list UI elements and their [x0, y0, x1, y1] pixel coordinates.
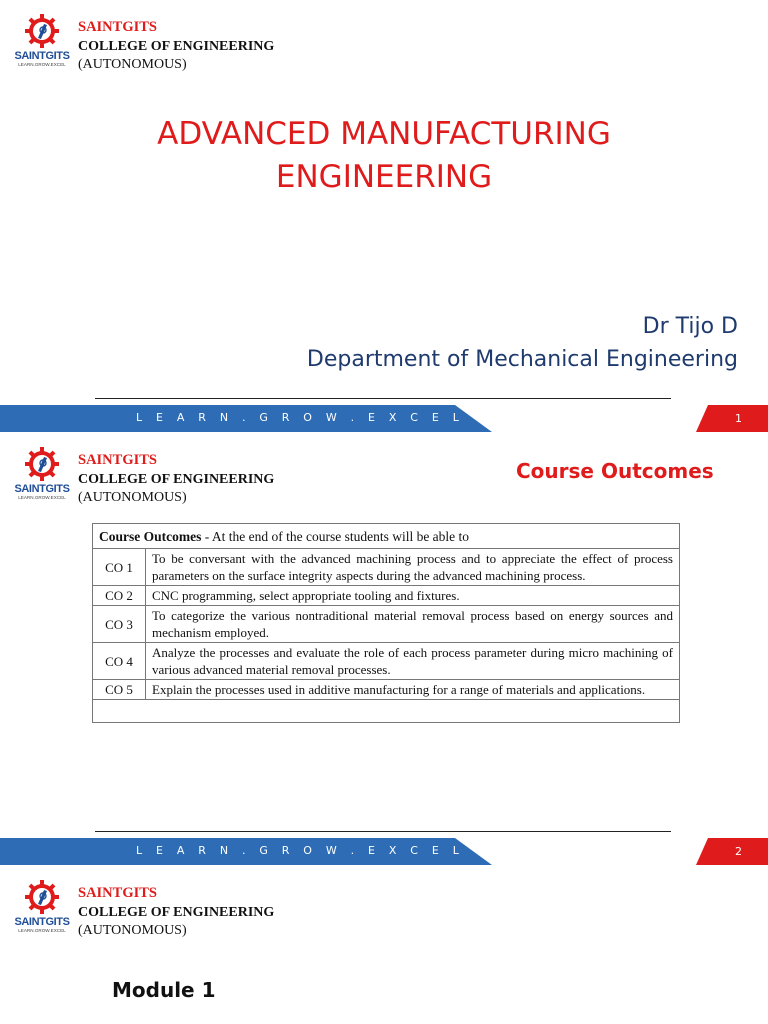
outcome-text: To categorize the various nontraditional material removal process based on energy sources and mechanism employed.	[146, 606, 680, 643]
outcome-code: CO 3	[93, 606, 146, 643]
footer-tagline: L E A R N . G R O W . E X C E L	[136, 844, 465, 857]
empty-cell	[93, 700, 680, 723]
logo-wordmark: SAINTGITS	[14, 916, 70, 928]
table-caption-bold: Course Outcomes	[99, 528, 202, 544]
footer-banner	[0, 838, 768, 865]
logo-tagline: LEARN.GROW.EXCEL	[18, 495, 66, 500]
logo-tagline: LEARN.GROW.EXCEL	[18, 928, 66, 933]
footer-banner	[0, 405, 768, 432]
college-header	[14, 14, 314, 76]
course-title	[84, 113, 684, 199]
college-header	[14, 447, 314, 509]
outcome-code: CO 1	[93, 549, 146, 586]
slide-2	[0, 433, 768, 866]
divider-line	[95, 398, 671, 399]
college-name: SAINTGITS	[78, 452, 157, 468]
table-row	[93, 549, 680, 586]
table-caption-row	[93, 524, 680, 549]
course-outcomes-table	[92, 523, 680, 789]
page-number: 1	[735, 412, 742, 425]
outcome-text: To be conversant with the advanced machining process and to appreciate the effect of process parameters on the surface integrity aspects during the advanced machining process.	[146, 549, 680, 586]
author-block	[307, 310, 738, 376]
logo-tagline: LEARN.GROW.EXCEL	[18, 62, 66, 67]
gear-logo-icon	[25, 14, 59, 48]
college-text	[78, 450, 274, 506]
logo-wordmark: SAINTGITS	[14, 50, 70, 62]
college-subtitle: COLLEGE OF ENGINEERING	[78, 905, 275, 920]
table-caption	[93, 524, 680, 549]
college-header	[14, 880, 314, 942]
course-title-line-2: ENGINEERING	[275, 159, 493, 195]
footer-tagline: L E A R N . G R O W . E X C E L	[136, 411, 465, 424]
table-row	[93, 606, 680, 643]
college-text	[78, 17, 274, 73]
college-text	[78, 883, 274, 939]
course-title-line-1: ADVANCED MANUFACTURING	[157, 116, 611, 152]
department-name: Department of Mechanical Engineering	[306, 347, 738, 372]
divider-line	[95, 831, 671, 832]
slide-1	[0, 0, 768, 433]
college-logo	[14, 14, 70, 74]
slide-heading: Course Outcomes	[516, 459, 714, 483]
college-subtitle: COLLEGE OF ENGINEERING	[78, 39, 275, 54]
outcome-code: CO 2	[93, 586, 146, 606]
outcome-text: Explain the processes used in additive manufacturing for a range of materials and applications.	[146, 680, 680, 700]
table-row-empty	[93, 700, 680, 723]
table-row	[93, 680, 680, 700]
outcomes-table	[92, 523, 680, 723]
college-status: (AUTONOMOUS)	[78, 923, 187, 938]
college-logo	[14, 447, 70, 507]
college-name: SAINTGITS	[78, 885, 157, 901]
module-heading: Module 1	[112, 978, 216, 1002]
outcome-code: CO 5	[93, 680, 146, 700]
slide-3	[0, 866, 768, 1024]
table-row	[93, 643, 680, 680]
college-name: SAINTGITS	[78, 19, 157, 35]
college-logo	[14, 880, 70, 940]
gear-logo-icon	[25, 447, 59, 481]
logo-wordmark: SAINTGITS	[14, 483, 70, 495]
gear-logo-icon	[25, 880, 59, 914]
page-number: 2	[735, 845, 742, 858]
college-status: (AUTONOMOUS)	[78, 490, 187, 505]
table-row	[93, 586, 680, 606]
outcome-text: Analyze the processes and evaluate the role of each process parameter during micro machining of various advanced material removal processes.	[146, 643, 680, 680]
author-name: Dr Tijo D	[642, 314, 738, 339]
outcome-text: CNC programming, select appropriate tooling and fixtures.	[146, 586, 680, 606]
college-status: (AUTONOMOUS)	[78, 57, 187, 72]
outcome-code: CO 4	[93, 643, 146, 680]
college-subtitle: COLLEGE OF ENGINEERING	[78, 472, 275, 487]
table-caption-rest: - At the end of the course students will be able to	[201, 528, 470, 544]
